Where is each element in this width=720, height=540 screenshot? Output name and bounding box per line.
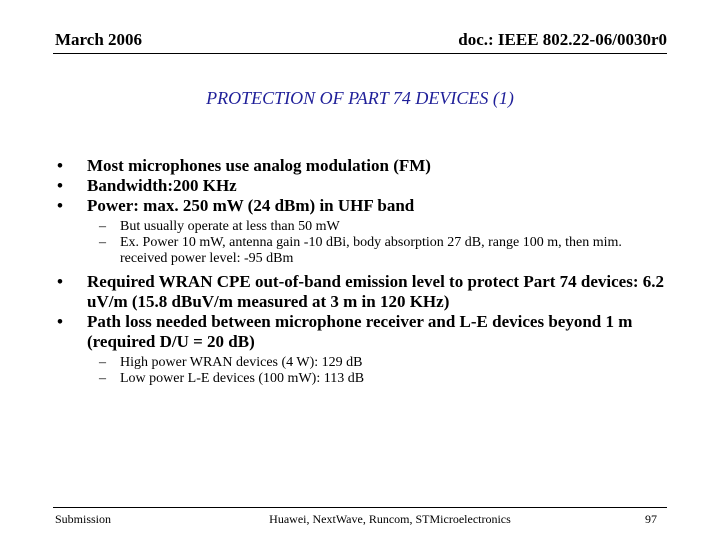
sub-bullet-item: [57, 235, 667, 267]
bullet-item: [57, 176, 667, 196]
header-doc-id: doc.: IEEE 802.22-06/0030r0: [458, 30, 667, 49]
bullet-marker: •: [57, 196, 63, 215]
bullet-text: Required WRAN CPE out-of-band emission level to protect Part 74 devices: 6.2 uV/m (15.8 dBuV/m measured at 3 m in 120 KHz): [87, 272, 665, 311]
sub-bullet-text: But usually operate at less than 50 mW: [120, 219, 340, 234]
slide-body: [57, 156, 667, 387]
bullet-marker: •: [57, 176, 63, 195]
bullet-marker: •: [57, 272, 63, 291]
footer-submission: Submission: [55, 512, 112, 526]
dash-marker: –: [99, 235, 106, 250]
slide-title: PROTECTION OF PART 74 DEVICES (1): [206, 88, 514, 108]
sub-bullet-item: [57, 355, 667, 371]
header-divider: [53, 53, 667, 54]
bullet-marker: •: [57, 156, 63, 175]
dash-marker: –: [99, 355, 106, 370]
bullet-marker: •: [57, 312, 63, 331]
bullet-item: [57, 272, 667, 312]
sub-bullet-item: [57, 371, 667, 387]
bullet-text: Power: max. 250 mW (24 dBm) in UHF band: [87, 196, 415, 215]
sub-bullet-text: Low power L-E devices (100 mW): 113 dB: [120, 371, 365, 386]
page-number: 97: [645, 512, 657, 526]
dash-marker: –: [99, 219, 106, 234]
sub-bullet-text: Ex. Power 10 mW, antenna gain -10 dBi, body absorption 27 dB, range 100 m, then mim. received power level: -95 dBm: [120, 235, 622, 266]
footer-divider: [53, 507, 667, 508]
sub-bullet-item: [57, 219, 667, 235]
bullet-item: [57, 196, 667, 216]
footer-authors: Huawei, NextWave, Runcom, STMicroelectronics: [269, 512, 511, 526]
header-date: March 2006: [55, 30, 143, 49]
bullet-item: [57, 312, 667, 352]
sub-bullet-text: High power WRAN devices (4 W): 129 dB: [120, 355, 363, 370]
dash-marker: –: [99, 371, 106, 386]
bullet-item: [57, 156, 667, 176]
bullet-text: Bandwidth:200 KHz: [87, 176, 237, 195]
bullet-text: Most microphones use analog modulation (FM): [87, 156, 431, 175]
bullet-text: Path loss needed between microphone receiver and L-E devices beyond 1 m (required D/U = 20 dB): [87, 312, 633, 351]
